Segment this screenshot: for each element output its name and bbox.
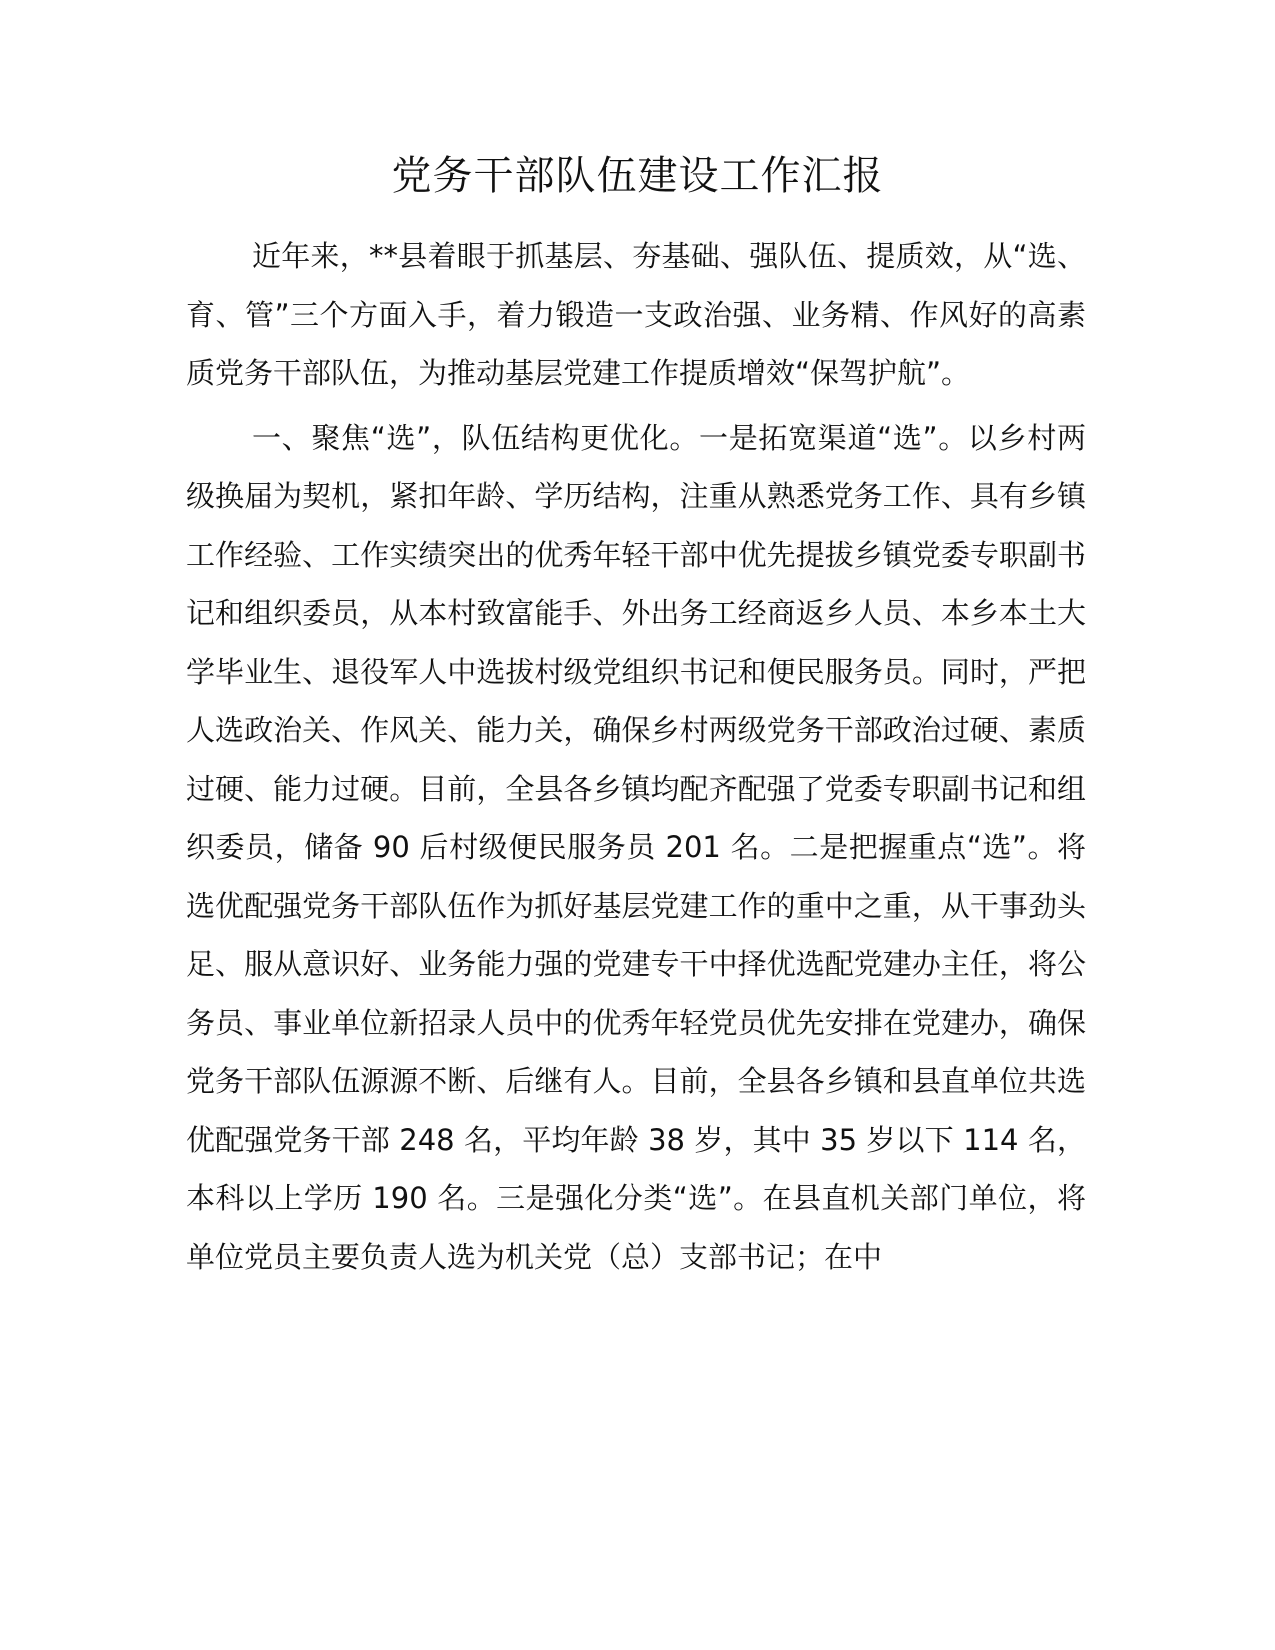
document-body xyxy=(186,227,1086,1286)
document-title: 党务干部队伍建设工作汇报 xyxy=(391,153,884,199)
paragraph-section-one: 一、聚焦“选”，队伍结构更优化。一是拓宽渠道“选”。以乡村两级换届为契机，紧扣年龄、学历结构，注重从熟悉党务工作、具有乡镇工作经验、工作实绩突出的优秀年轻干部中优先提拔乡镇党委专职副书记和组织委员，从本村致富能手、外出务工经商返乡人员、本乡本土大学毕业生、退役军人中选拔村级党组织书记和便民服务员。同时，严把人选政治关、作风关、能力关，确保乡村两级党务干部政治过硬、素质过硬、能力过硬。目前，全县各乡镇均配齐配强了党委专职副书记和组织委员，储备 90 后村级便民服务员 201 名。二是把握重点“选”。将选优配强党务干部队伍作为抓好基层党建工作的重中之重，从干事劲头足、服从意识好、业务能力强的党建专干中择优选配党建办主任，将公务员、事业单位新招录人员中的优秀年轻党员优先安排在党建办，确保党务干部队伍源源不断、后继有人。目前，全县各乡镇和县直单位共选优配强党务干部 248 名，平均年龄 38 岁，其中 35 岁以下 114 名，本科以上学历 190 名。三是强化分类“选”。在县直机关部门单位，将单位党员主要负责人选为机关党（总）支部书记；在中 xyxy=(186,420,1086,1274)
paragraph-intro: 近年来，**县着眼于抓基层、夯基础、强队伍、提质效，从“选、育、管”三个方面入手，着力锻造一支政治强、业务精、作风好的高素质党务干部队伍，为推动基层党建工作提质增效“保驾护航”。 xyxy=(186,239,1086,390)
